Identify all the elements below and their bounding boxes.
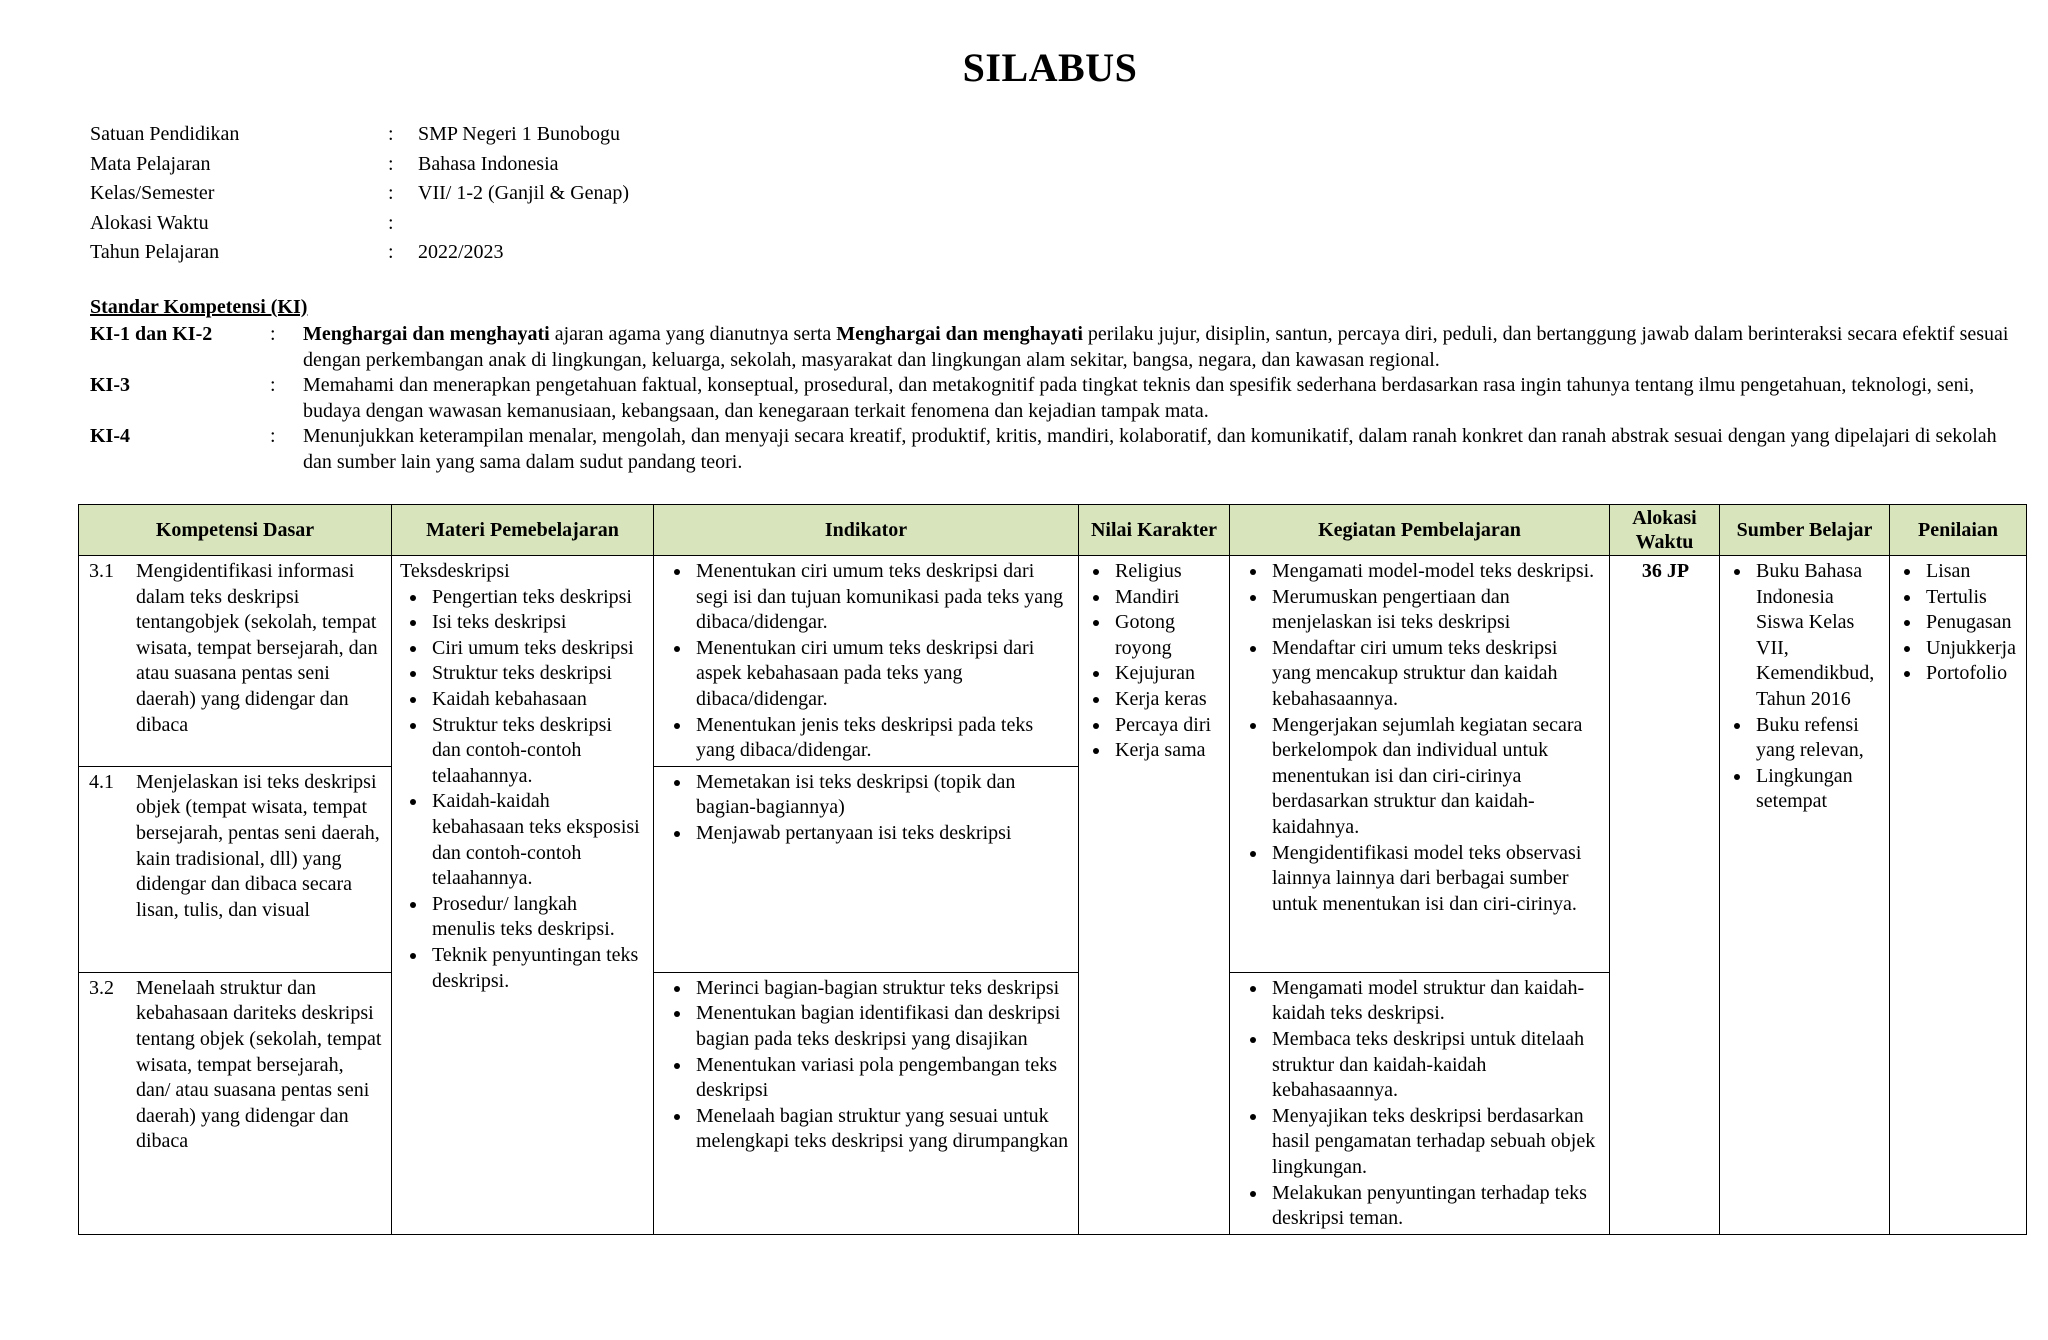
- list-item: • Mandiri: [1111, 585, 1221, 611]
- indikator-list: [664, 559, 1070, 764]
- ki-row-3: [90, 373, 2010, 424]
- ki-colon: :: [270, 425, 276, 447]
- ki-colon: :: [270, 374, 276, 396]
- alokasi-cell: 36 JP: [1610, 556, 1720, 1235]
- table-header-row: [79, 505, 2027, 556]
- indikator-cell: [654, 556, 1079, 767]
- list-item: • Menentukan bagian identifikasi dan deskripsi bagian pada teks deskripsi yang disajikan: [692, 1001, 1070, 1052]
- header-nilai-karakter: Nilai Karakter: [1079, 505, 1230, 556]
- list-item: • Memetakan isi teks deskripsi (topik dan bagian-bagiannya): [692, 770, 1070, 821]
- list-item: • Menelaah bagian struktur yang sesuai untuk melengkapi teks deskripsi yang dirumpangkan: [692, 1104, 1070, 1155]
- meta-label: Kelas/Semester: [90, 182, 215, 204]
- list-item: • Prosedur/ langkah menulis teks deskripsi.: [428, 892, 645, 943]
- meta-colon: :: [388, 123, 394, 145]
- meta-label: Tahun Pelajaran: [90, 241, 220, 263]
- meta-row-mapel: [90, 150, 629, 180]
- meta-colon: :: [388, 152, 394, 175]
- list-item: • Struktur teks deskripsi dan contoh-contoh telaahannya.: [428, 713, 645, 790]
- ki-text-part: ajaran agama yang dianutnya serta: [549, 323, 837, 345]
- list-item: • Portofolio: [1922, 661, 2018, 687]
- list-item: • Menentukan variasi pola pengembangan teks deskripsi: [692, 1053, 1070, 1104]
- list-item: • Pengertian teks deskripsi: [428, 585, 645, 611]
- ki-section: [90, 322, 2010, 475]
- sumber-cell: [1720, 556, 1890, 1235]
- meta-row-kelas: [90, 179, 629, 209]
- penilaian-cell: [1890, 556, 2027, 1235]
- meta-colon: :: [388, 211, 394, 234]
- list-item: • Kaidah-kaidah kebahasaan teks eksposisi dan contoh-contoh telaahannya.: [428, 789, 645, 891]
- meta-row-alokasi: [90, 209, 629, 239]
- list-item: • Unjukkerja: [1922, 636, 2018, 662]
- list-item: • Kejujuran: [1111, 661, 1221, 687]
- kd-cell: [79, 766, 392, 972]
- list-item: • Lisan: [1922, 559, 2018, 585]
- list-item: • Menentukan ciri umum teks deskripsi dari aspek kebahasaan pada teks yang dibaca/didengar.: [692, 636, 1070, 713]
- ki-label: KI-3: [90, 374, 130, 396]
- materi-cell: [392, 556, 654, 1235]
- header-indikator: Indikator: [654, 505, 1079, 556]
- list-item: • Menentukan ciri umum teks deskripsi dari segi isi dan tujuan komunikasi pada teks yang dibaca/didengar.: [692, 559, 1070, 636]
- list-item: • Menyajikan teks deskripsi berdasarkan hasil pengamatan terhadap sebuah objek lingkungan.: [1268, 1104, 1601, 1181]
- meta-value: VII/ 1-2 (Ganjil & Genap): [418, 182, 630, 204]
- ki-text: Memahami dan menerapkan pengetahuan faktual, konseptual, prosedural, dan metakognitif pada tingkat teknis dan spesifik sederhana berdasarkan rasa ingin tahunya tentang ilmu pengetahuan, teknologi, seni, budaya dengan wawasan kemanusiaan, kebangsaan, dan kenegaraan terkait fenomena dan kejadian tampak mata.: [303, 374, 1975, 422]
- indikator-cell: [654, 972, 1079, 1234]
- header-kompetensi-dasar: Kompetensi Dasar: [79, 505, 392, 556]
- list-item: • Buku refensi yang relevan,: [1752, 713, 1881, 764]
- kd-text: Mengidentifikasi informasi dalam teks deskripsi tentangobjek (sekolah, tempat wisata, tempat bersejarah, dan atau suasana pentas seni daerah) yang didengar dan dibaca: [136, 560, 378, 736]
- materi-title: Teksdeskripsi: [400, 560, 510, 582]
- meta-label: Satuan Pendidikan: [90, 123, 240, 145]
- list-item: • Struktur teks deskripsi: [428, 661, 645, 687]
- ki-text: [303, 322, 2010, 373]
- list-item: • Lingkungan setempat: [1752, 764, 1881, 815]
- ki-heading: Standar Kompetensi (KI): [90, 296, 308, 318]
- list-item: • Merumuskan pengertiaan dan menjelaskan isi teks deskripsi: [1268, 585, 1601, 636]
- kd-text: Menelaah struktur dan kebahasaan dariteks deskripsi tentang objek (sekolah, tempat wisata, tempat bersejarah, dan/ atau suasana pentas seni daerah) yang didengar dan dibaca: [136, 976, 382, 1153]
- list-item: • Mengerjakan sejumlah kegiatan secara berkelompok dan individual untuk menentukan isi dan ciri-cirinya berdasarkan struktur dan kaidah-kaidahnya.: [1268, 713, 1601, 841]
- sumber-list: [1728, 559, 1881, 815]
- ki-text-part: perilaku jujur, disiplin, santun, percaya diri, peduli, dan bertanggung jawab dalam berinteraksi secara efektif sesuai dengan perkembangan anak di lingkungan, keluarga, sekolah, masyarakat dan lingkungan alam sekitar, bangsa, negara, dan kawasan regional.: [303, 323, 2009, 371]
- list-item: • Buku Bahasa Indonesia Siswa Kelas VII, Kemendikbud, Tahun 2016: [1752, 559, 1881, 713]
- list-item: • Mengamati model struktur dan kaidah-kaidah teks deskripsi.: [1268, 976, 1601, 1027]
- list-item: • Kaidah kebahasaan: [428, 687, 645, 713]
- ki-bold-phrase: Menghargai dan menghayati: [303, 323, 550, 345]
- list-item: • Mengamati model-model teks deskripsi.: [1268, 559, 1601, 585]
- list-item: • Mendaftar ciri umum teks deskripsi yang mencakup struktur dan kaidah kebahasaannya.: [1268, 636, 1601, 713]
- list-item: • Gotong royong: [1111, 610, 1221, 661]
- indikator-cell: [654, 766, 1079, 972]
- kegiatan-cell: [1230, 556, 1610, 973]
- nilai-list: [1087, 559, 1221, 764]
- header-sumber: Sumber Belajar: [1720, 505, 1890, 556]
- meta-label: Alokasi Waktu: [90, 211, 209, 234]
- meta-value: Bahasa Indonesia: [418, 152, 559, 175]
- kd-text: Menjelaskan isi teks deskripsi objek (tempat wisata, tempat bersejarah, pentas seni daerah, kain tradisional, dll) yang didengar dan dibaca secara lisan, tulis, dan visual: [136, 770, 380, 921]
- table-row: [79, 556, 2027, 767]
- meta-label: Mata Pelajaran: [90, 152, 211, 175]
- kegiatan-list: [1240, 559, 1601, 917]
- ki-text: Menunjukkan keterampilan menalar, mengolah, dan menyaji secara kreatif, produktif, kritis, mandiri, kolaboratif, dan komunikatif, dalam ranah konkret dan ranah abstrak sesuai dengan yang dipelajari di sekolah dan sumber lain yang sama dalam sudut pandang teori.: [303, 425, 1997, 473]
- list-item: • Tertulis: [1922, 585, 2018, 611]
- list-item: • Kerja keras: [1111, 687, 1221, 713]
- ki-bold-phrase: Menghargai dan menghayati: [836, 323, 1083, 345]
- meta-value: SMP Negeri 1 Bunobogu: [418, 123, 621, 145]
- list-item: • Penugasan: [1922, 610, 2018, 636]
- materi-list: [400, 585, 645, 995]
- kd-item: [89, 976, 383, 1155]
- list-item: • Mengidentifikasi model teks observasi lainnya lainnya dari berbagai sumber untuk menentukan isi dan ciri-cirinya.: [1268, 841, 1601, 918]
- ki-label: KI-4: [90, 425, 130, 447]
- meta-colon: :: [388, 241, 394, 263]
- kd-cell: [79, 556, 392, 767]
- kd-cell: [79, 972, 392, 1234]
- list-item: • Kerja sama: [1111, 738, 1221, 764]
- penilaian-list: [1898, 559, 2018, 687]
- list-item: • Membaca teks deskripsi untuk ditelaah struktur dan kaidah-kaidah kebahasaannya.: [1268, 1027, 1601, 1104]
- ki-label: KI-1 dan KI-2: [90, 323, 213, 345]
- list-item: • Melakukan penyuntingan terhadap teks deskripsi teman.: [1268, 1181, 1601, 1232]
- indikator-list: [664, 976, 1070, 1155]
- meta-colon: :: [388, 182, 394, 204]
- kd-item: [89, 770, 383, 924]
- list-item: • Menentukan jenis teks deskripsi pada teks yang dibaca/didengar.: [692, 713, 1070, 764]
- nilai-karakter-cell: [1079, 556, 1230, 1235]
- meta-row-satuan: [90, 120, 629, 150]
- kegiatan-cell: [1230, 972, 1610, 1234]
- ki-row-1-2: [90, 322, 2010, 373]
- header-penilaian: Penilaian: [1890, 505, 2027, 556]
- indikator-list: [664, 770, 1070, 847]
- header-materi: Materi Pemebelajaran: [392, 505, 654, 556]
- list-item: • Religius: [1111, 559, 1221, 585]
- identity-section: [90, 120, 629, 268]
- kd-number: 3.2: [89, 976, 114, 999]
- ki-colon: :: [270, 323, 276, 345]
- ki-row-4: [90, 424, 2010, 475]
- document-title: SILABUS: [962, 45, 1138, 90]
- meta-row-tahun: [90, 238, 629, 268]
- list-item: • Ciri umum teks deskripsi: [428, 636, 645, 662]
- kd-number: 4.1: [89, 770, 114, 793]
- kd-number: 3.1: [89, 560, 114, 582]
- list-item: • Teknik penyuntingan teks deskripsi.: [428, 943, 645, 994]
- header-kegiatan: Kegiatan Pembelajaran: [1230, 505, 1610, 556]
- list-item: • Merinci bagian-bagian struktur teks deskripsi: [692, 976, 1070, 1002]
- kd-item: [89, 559, 383, 738]
- syllabus-table: [78, 504, 2027, 1235]
- list-item: • Isi teks deskripsi: [428, 610, 645, 636]
- list-item: • Percaya diri: [1111, 713, 1221, 739]
- list-item: • Menjawab pertanyaan isi teks deskripsi: [692, 821, 1070, 847]
- kegiatan-list: [1240, 976, 1601, 1232]
- header-alokasi: Alokasi Waktu: [1610, 505, 1720, 556]
- meta-value: 2022/2023: [418, 241, 504, 263]
